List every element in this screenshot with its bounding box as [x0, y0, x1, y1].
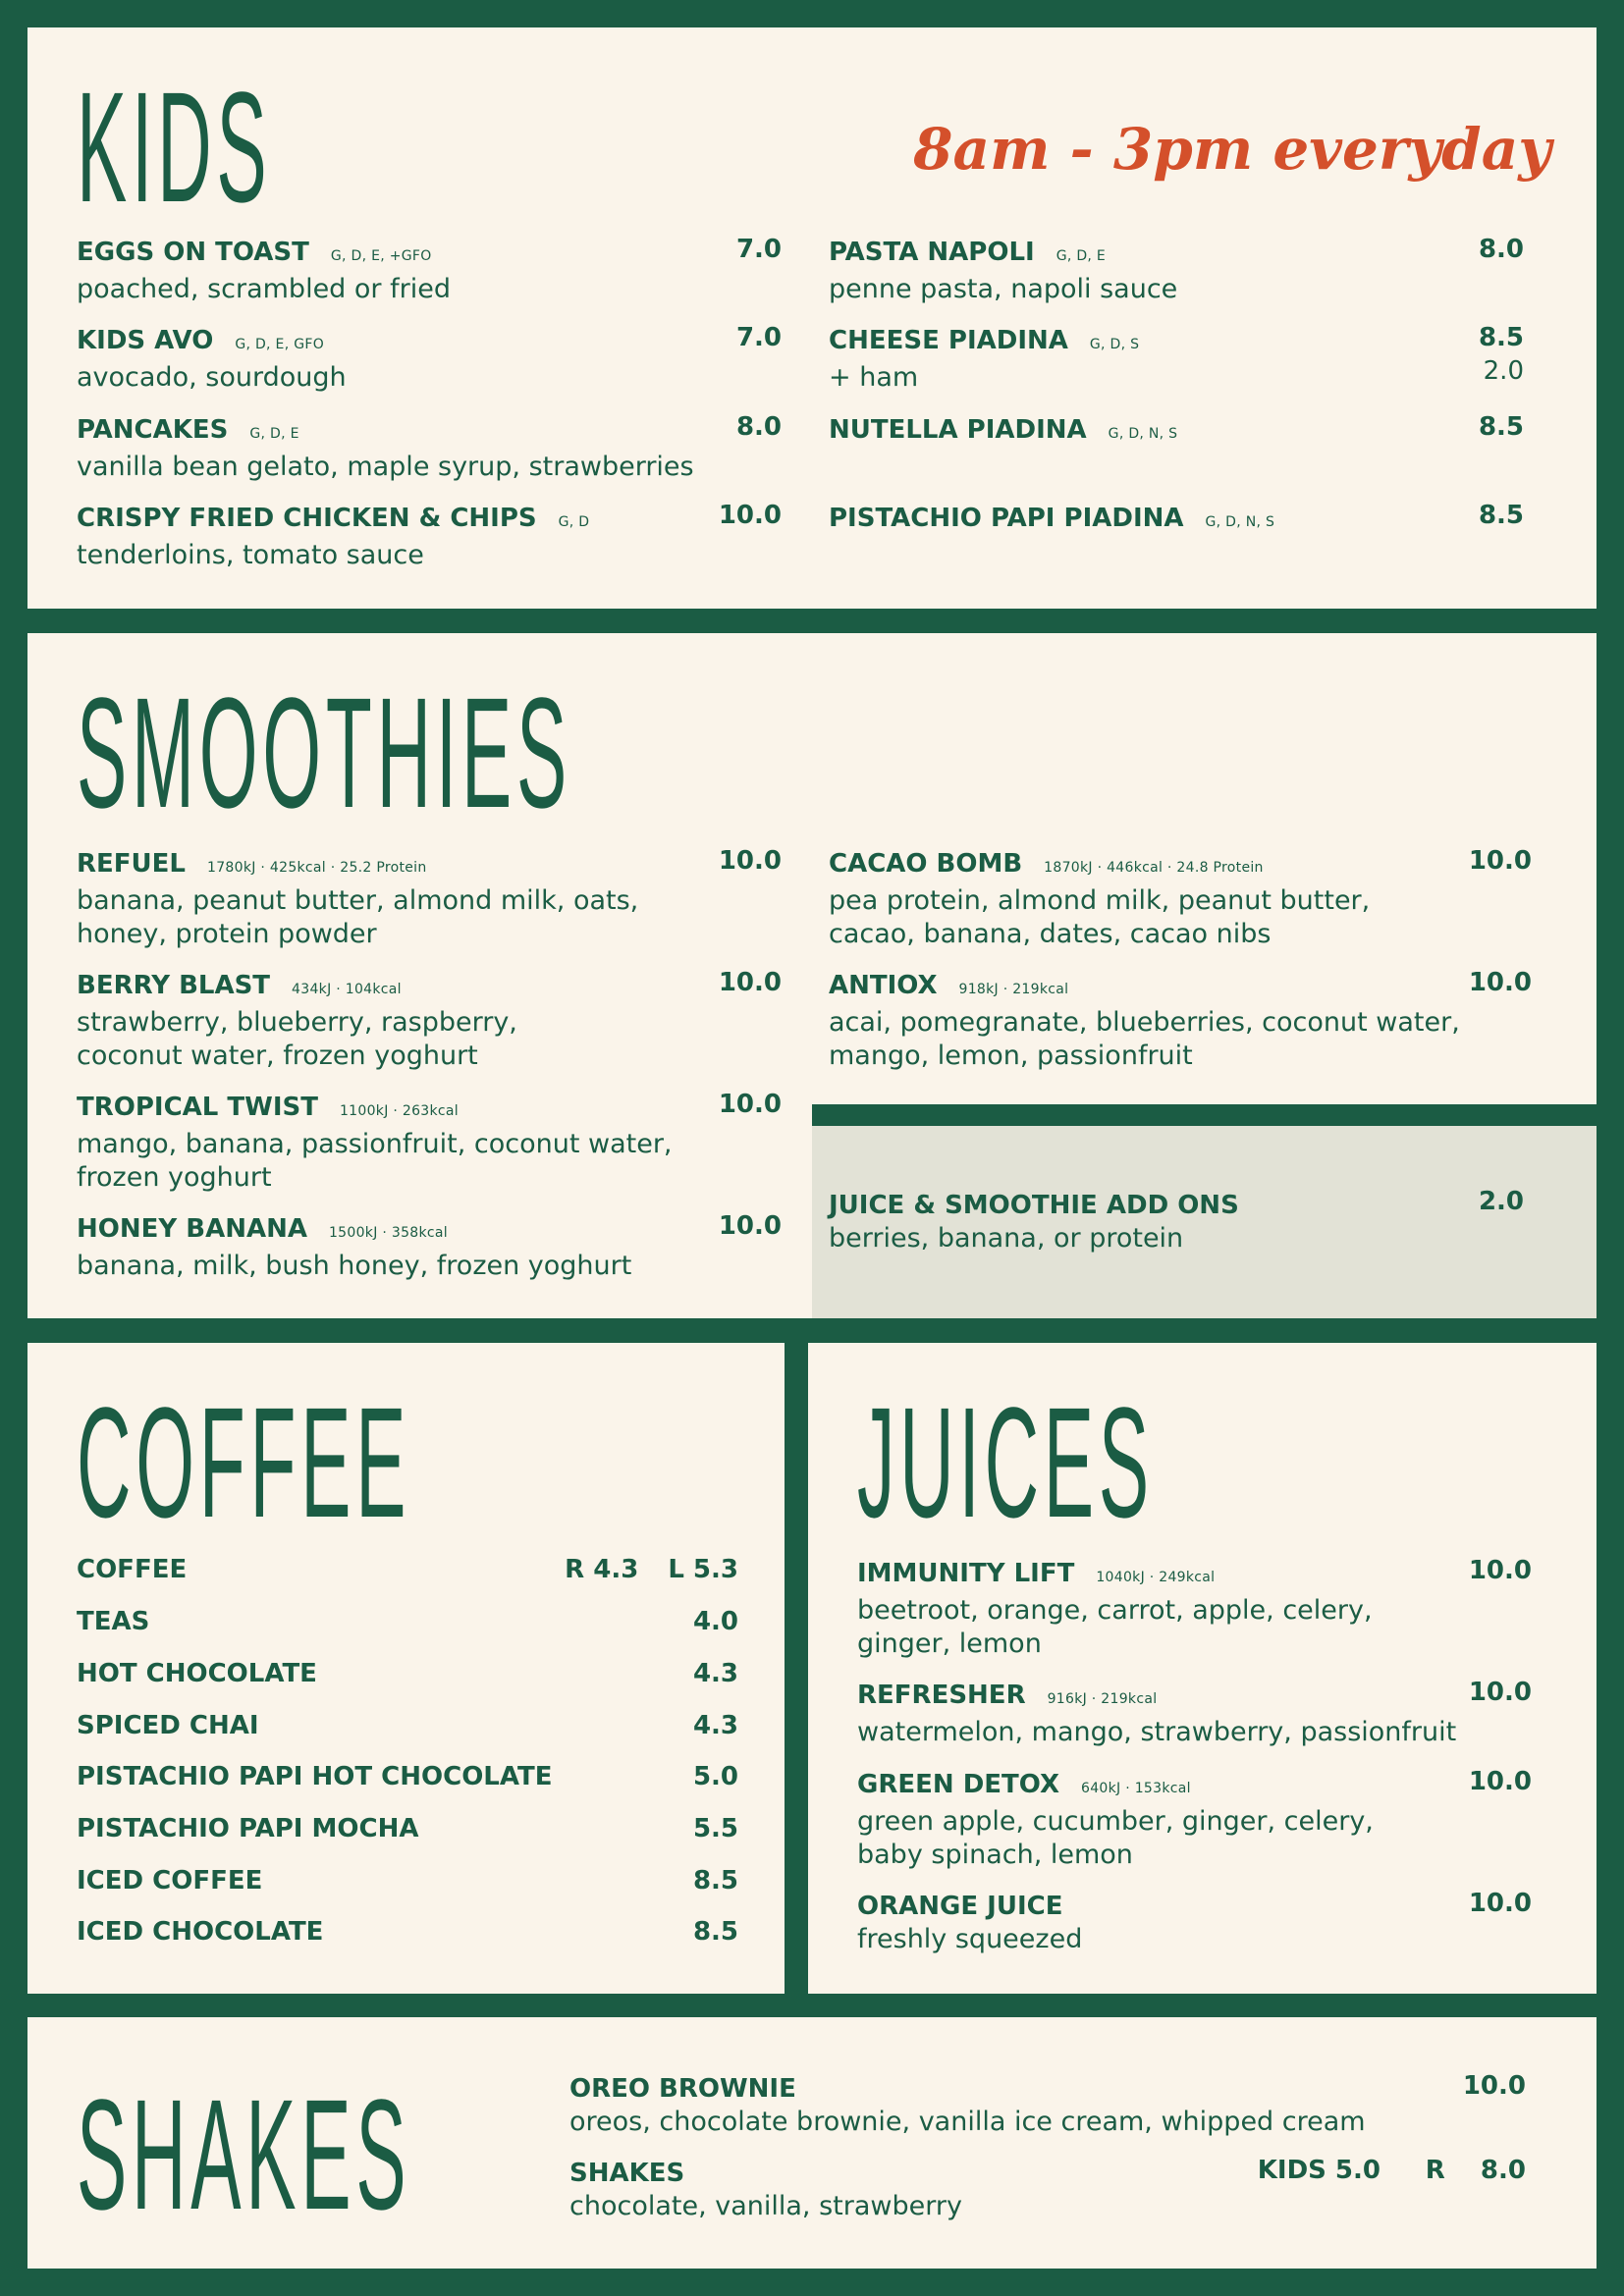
- item-price: 4.0: [692, 1607, 738, 1636]
- item-nutrition: 916kJ · 219kcal: [1047, 1691, 1158, 1707]
- menu-item: [77, 1091, 705, 1195]
- item-name: PASTA NAPOLI: [829, 238, 1035, 267]
- menu-item: [829, 413, 1437, 451]
- item-name: GREEN DETOX: [857, 1770, 1059, 1799]
- menu-item: [77, 1759, 738, 1794]
- item-name: OREO BROWNIE: [569, 2074, 796, 2104]
- opening-hours: 8am - 3pm everyday: [913, 116, 1551, 183]
- item-price: 10.0: [1468, 1889, 1532, 1918]
- item-price: 8.5: [1478, 412, 1524, 442]
- item-nutrition: 918kJ · 219kcal: [958, 982, 1069, 997]
- item-description: banana, milk, bush honey, frozen yoghurt: [77, 1251, 632, 1281]
- addons-box: [812, 1126, 1597, 1318]
- item-name: CACAO BOMB: [829, 849, 1023, 879]
- menu-item: [77, 1863, 738, 1898]
- item-price-regular: R 4.3: [565, 1555, 639, 1584]
- item-description: poached, scrambled or fried: [77, 274, 451, 304]
- menu-item: [857, 1679, 1525, 1749]
- item-allergens: G, D: [558, 514, 590, 530]
- item-name: IMMUNITY LIFT: [857, 1559, 1075, 1588]
- item-name: REFRESHER: [857, 1681, 1026, 1710]
- item-price-kids: KIDS 5.0: [1257, 2156, 1380, 2185]
- item-description: penne pasta, napoli sauce: [829, 274, 1178, 304]
- item-allergens: G, D, E, +GFO: [330, 248, 432, 264]
- item-price: [1479, 321, 1524, 388]
- item-price: 4.3: [692, 1659, 738, 1688]
- item-price: 5.0: [692, 1762, 738, 1791]
- item-name: ANTIOX: [829, 971, 938, 1000]
- item-description: green apple, cucumber, ginger, celery, baby spinach, lemon: [857, 1806, 1374, 1870]
- item-price: 10.0: [1468, 1556, 1532, 1585]
- item-allergens: G, D, N, S: [1108, 426, 1178, 442]
- shakes-title: SHAKES: [77, 2066, 411, 2242]
- item-price: 2.0: [1478, 1187, 1524, 1216]
- item-name: PISTACHIO PAPI PIADINA: [829, 504, 1184, 533]
- item-description: banana, peanut butter, almond milk, oats, honey, protein powder: [77, 885, 639, 949]
- menu-item: [77, 413, 764, 484]
- item-nutrition: 1870kJ · 446kcal · 24.8 Protein: [1044, 860, 1264, 876]
- item-name: CHEESE PIADINA: [829, 326, 1068, 355]
- item-name: TROPICAL TWIST: [77, 1093, 318, 1122]
- item-name: KIDS AVO: [77, 326, 214, 355]
- item-description: avocado, sourdough: [77, 362, 347, 393]
- kids-panel: [27, 27, 1597, 609]
- item-price: 10.0: [1468, 1767, 1532, 1796]
- menu-item: [77, 847, 705, 951]
- item-description: berries, banana, or protein: [829, 1223, 1184, 1254]
- item-nutrition: 1780kJ · 425kcal · 25.2 Protein: [206, 860, 427, 876]
- item-name: TEAS: [77, 1607, 150, 1636]
- item-description: mango, banana, passionfruit, coconut water, frozen yoghurt: [77, 1129, 673, 1193]
- item-price: 10.0: [718, 1211, 782, 1241]
- menu-item: [77, 1212, 725, 1283]
- smoothies-title: SMOOTHIES: [77, 665, 572, 840]
- item-name: ORANGE JUICE: [857, 1892, 1063, 1921]
- item-price: 10.0: [718, 1090, 782, 1119]
- shakes-panel: [27, 2017, 1597, 2269]
- item-description: freshly squeezed: [857, 1924, 1083, 1954]
- item-allergens: G, D, E: [249, 426, 299, 442]
- item-price: 10.0: [718, 846, 782, 876]
- menu-item: [857, 1557, 1486, 1661]
- item-allergens: G, D, E, GFO: [235, 337, 325, 352]
- item-price-large: L 5.3: [668, 1555, 738, 1584]
- item-description: pea protein, almond milk, peanut butter, cacao, banana, dates, cacao nibs: [829, 885, 1371, 949]
- item-price: 8.5: [692, 1917, 738, 1947]
- item-name: SPICED CHAI: [77, 1711, 259, 1740]
- menu-item: [569, 2157, 1257, 2223]
- menu-item: [77, 1656, 738, 1691]
- item-description: watermelon, mango, strawberry, passionfruit: [857, 1717, 1457, 1747]
- item-price: 8.0: [735, 412, 782, 442]
- menu-item: [857, 1768, 1486, 1872]
- item-name: JUICE & SMOOTHIE ADD ONS: [829, 1191, 1239, 1220]
- item-price-addon: 2.0: [1483, 356, 1524, 386]
- item-description: strawberry, blueberry, raspberry, coconut water, frozen yoghurt: [77, 1007, 517, 1071]
- item-description: chocolate, vanilla, strawberry: [569, 2191, 962, 2221]
- item-price: 4.3: [692, 1711, 738, 1740]
- item-price: 10.0: [1468, 846, 1532, 876]
- item-price: 5.5: [692, 1814, 738, 1843]
- item-description: vanilla bean gelato, maple syrup, strawberries: [77, 452, 694, 482]
- item-description: beetroot, orange, carrot, apple, celery, ginger, lemon: [857, 1595, 1373, 1659]
- item-name: PISTACHIO PAPI HOT CHOCOLATE: [77, 1762, 553, 1791]
- item-name: EGGS ON TOAST: [77, 238, 309, 267]
- menu-item: [829, 1189, 1418, 1255]
- menu-item: [77, 502, 744, 572]
- menu-item: [77, 324, 744, 395]
- item-name: COFFEE: [77, 1555, 188, 1584]
- menu-item: [77, 1552, 738, 1587]
- item-price: 10.0: [1468, 1678, 1532, 1707]
- smoothies-panel: [27, 633, 1597, 1318]
- kids-title: KIDS: [77, 59, 272, 235]
- menu-item: [569, 2072, 1453, 2139]
- menu-item: [829, 502, 1437, 539]
- menu-item: [857, 1890, 1486, 1956]
- item-name: ICED CHOCOLATE: [77, 1917, 324, 1947]
- item-nutrition: 1100kJ · 263kcal: [339, 1103, 459, 1119]
- menu-item: [829, 236, 1437, 306]
- item-nutrition: 640kJ · 153kcal: [1081, 1781, 1191, 1796]
- item-price-base: 8.5: [1478, 323, 1524, 352]
- item-allergens: G, D, S: [1089, 337, 1140, 352]
- item-name: REFUEL: [77, 849, 186, 879]
- item-price: 10.0: [1468, 968, 1532, 997]
- menu-item: [77, 1604, 738, 1639]
- juices-panel: [808, 1343, 1597, 1994]
- item-price: 10.0: [1462, 2071, 1526, 2101]
- item-name: HONEY BANANA: [77, 1214, 307, 1244]
- coffee-title: COFFEE: [77, 1374, 411, 1550]
- item-allergens: G, D, N, S: [1205, 514, 1275, 530]
- item-name: ICED COFFEE: [77, 1866, 263, 1896]
- item-price: 8.5: [1478, 501, 1524, 530]
- menu-item: [829, 847, 1477, 951]
- item-nutrition: 1040kJ · 249kcal: [1096, 1570, 1216, 1585]
- menu-item: [829, 969, 1477, 1073]
- juices-title: JUICES: [857, 1374, 1154, 1550]
- menu-item: [77, 969, 705, 1073]
- item-description: acai, pomegranate, blueberries, coconut water, mango, lemon, passionfruit: [829, 1007, 1460, 1071]
- menu-item: [77, 1708, 738, 1743]
- addons-divider: [812, 1104, 1597, 1126]
- item-name: HOT CHOCOLATE: [77, 1659, 317, 1688]
- menu-item: [77, 236, 744, 306]
- item-name: PISTACHIO PAPI MOCHA: [77, 1814, 419, 1843]
- item-price: 7.0: [735, 235, 782, 264]
- item-name: NUTELLA PIADINA: [829, 415, 1087, 445]
- item-description: + ham: [829, 362, 919, 393]
- item-name: PANCAKES: [77, 415, 229, 445]
- item-price: 8.0: [1478, 235, 1524, 264]
- item-price: 7.0: [735, 323, 782, 352]
- item-description: oreos, chocolate brownie, vanilla ice cream, whipped cream: [569, 2107, 1366, 2137]
- menu-item: [829, 324, 1437, 395]
- item-name: BERRY BLAST: [77, 971, 271, 1000]
- menu-item: [77, 1914, 738, 1949]
- item-allergens: G, D, E: [1056, 248, 1107, 264]
- item-name: CRISPY FRIED CHICKEN & CHIPS: [77, 504, 537, 533]
- item-price: 8.5: [692, 1866, 738, 1896]
- item-nutrition: 434kJ · 104kcal: [292, 982, 402, 997]
- item-price-regular: R 8.0: [1425, 2156, 1526, 2185]
- item-description: tenderloins, tomato sauce: [77, 540, 424, 570]
- item-price: 10.0: [718, 968, 782, 997]
- item-name: SHAKES: [569, 2159, 685, 2188]
- menu-item: [77, 1811, 738, 1846]
- item-price: 10.0: [718, 501, 782, 530]
- item-nutrition: 1500kJ · 358kcal: [328, 1225, 448, 1241]
